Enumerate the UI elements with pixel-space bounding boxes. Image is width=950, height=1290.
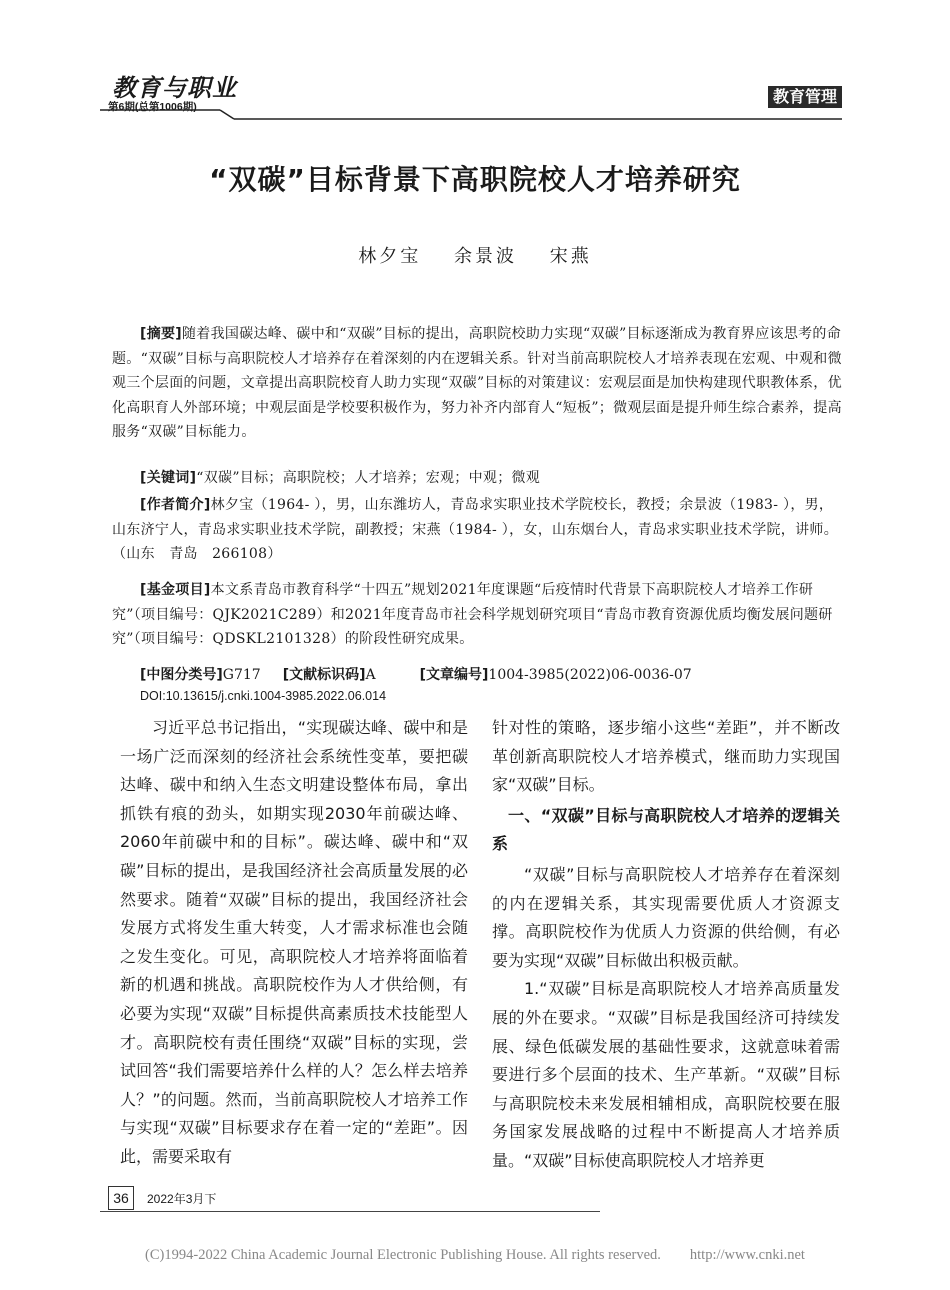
author-list: [0, 242, 950, 268]
abstract: [112, 322, 844, 445]
copyright-notice: (C)1994-2022 China Academic Journal Electronic Publishing House. All rights reserved. http://www.cnki.net: [145, 1247, 805, 1263]
doi: DOI:10.13615/j.cnki.1004-3985.2022.06.014: [140, 689, 387, 703]
author-name: 余景波: [454, 246, 517, 267]
body-paragraph: “双碳”目标与高职院校人才培养存在着深刻的内在逻辑关系，其实现需要优质人才资源支撑。高职院校作为优质人力资源的供给侧，有必要为实现“双碳”目标做出积极贡献。: [492, 864, 840, 970]
keywords: [112, 466, 844, 491]
author-name: 宋燕: [549, 246, 592, 267]
keywords-label: [关键词]: [140, 470, 197, 486]
footer-rule: [100, 1211, 600, 1212]
article-title: “双碳”目标背景下高职院校人才培养研究: [209, 163, 741, 196]
body-paragraph: 1.“双碳”目标是高职院校人才培养高质量发展的外在要求。“双碳”目标是我国经济可持续发展、绿色低碳发展的基础性要求，这就意味着需要进行多个层面的技术、生产革新。“双碳”目标与高职院校未来发展相辅相成，高职院校要在服务国家发展战略的过程中不断提高人才培养质量。“双碳”目标使高职院校人才培养更: [492, 979, 840, 1170]
body-paragraph: 习近平总书记指出，“实现碳达峰、碳中和是一场广泛而深刻的经济社会系统性变革，要把碳达峰、碳中和纳入生态文明建设整体布局，拿出抓铁有痕的劲头，如期实现2030年前碳达峰、2060年前碳中和的目标”。碳达峰、碳中和“双碳”目标的提出，是我国经济社会高质量发展的必然要求。随着“双碳”目标的提出，我国经济社会发展方式将发生重大转变，人才需求标准也会随之发生变化。可见，高职院校人才培养将面临着新的机遇和挑战。高职院校作为人才供给侧，有必要为实现“双碳”目标提供高素质技术技能型人才。高职院校有责任围绕“双碳”目标的实现，尝试回答“我们需要培养什么样的人？怎么样去培养人？”的问题。然而，当前高职院校人才培养工作与实现“双碳”目标要求存在着一定的“差距”。因此，需要采取有: [120, 718, 468, 1166]
page-date: 2022年3月下: [147, 1192, 217, 1206]
article-number-value: 1004-3985(2022)06-0036-07: [488, 667, 692, 683]
author-info-label: [作者简介]: [140, 497, 211, 513]
keywords-text: “双碳”目标；高职院校；人才培养；宏观；中观；微观: [196, 470, 541, 486]
issue-number: 第6期(总第1006期): [108, 101, 197, 113]
clc-value: G717: [222, 667, 261, 683]
body-column-right: [492, 714, 840, 1176]
author-name: 林夕宝: [358, 246, 422, 267]
body-paragraph: 针对性的策略，逐步缩小这些“差距”，并不断改革创新高职院校人才培养模式，继而助力实现国家“双碳”目标。: [492, 718, 840, 795]
doc-code-label: [文献标识码]: [282, 667, 366, 683]
author-info: [112, 493, 844, 567]
abstract-label: [摘要]: [140, 326, 182, 342]
journal-logo: 教育与职业: [112, 73, 237, 102]
body-column-left: [120, 714, 468, 1172]
classification-line: [140, 664, 692, 684]
abstract-text: 随着我国碳达峰、碳中和“双碳”目标的提出，高职院校助力实现“双碳”目标逐渐成为教育界应该思考的命题。“双碳”目标与高职院校人才培养存在着深刻的内在逻辑关系。针对当前高职院校人才培养表现在宏观、中观和微观三个层面的问题，文章提出高职院校育人助力实现“双碳”目标的对策建议：宏观层面是加快构建现代职教体系，优化高职育人外部环境；中观层面是学校要积极作为，努力补齐内部育人“短板”；微观层面是提升师生综合素养，提高服务“双碳”目标能力。: [112, 326, 842, 440]
clc-label: [中图分类号]: [140, 667, 223, 683]
author-info-text: 林夕宝（1964- ），男，山东潍坊人，青岛求实职业技术学院校长，教授；余景波（1983- ），男，山东济宁人，青岛求实职业技术学院，副教授；宋燕（1984- ），女，山东烟台人，青岛求实职业技术学院，讲师。（山东 青岛 266108）: [112, 497, 839, 562]
section-heading: 一、“双碳”目标与高职院校人才培养的逻辑关系: [492, 805, 840, 854]
section-tag: 教育管理: [768, 86, 842, 108]
article-number-label: [文章编号]: [419, 667, 489, 683]
fund-label: [基金项目]: [140, 582, 211, 598]
fund-text: 本文系青岛市教育科学“十四五”规划2021年度课题“后疫情时代背景下高职院校人才培养工作研究”（项目编号：QJK2021C289）和2021年度青岛市社会科学规划研究项目“青岛市教育资源优质均衡发展问题研究”（项目编号：QDSKL2101328）的阶段性研究成果。: [112, 582, 833, 647]
fund-project: [112, 578, 844, 652]
page-number: 36: [108, 1186, 134, 1210]
doc-code-value: A: [365, 667, 376, 683]
header-rule: [100, 109, 842, 121]
